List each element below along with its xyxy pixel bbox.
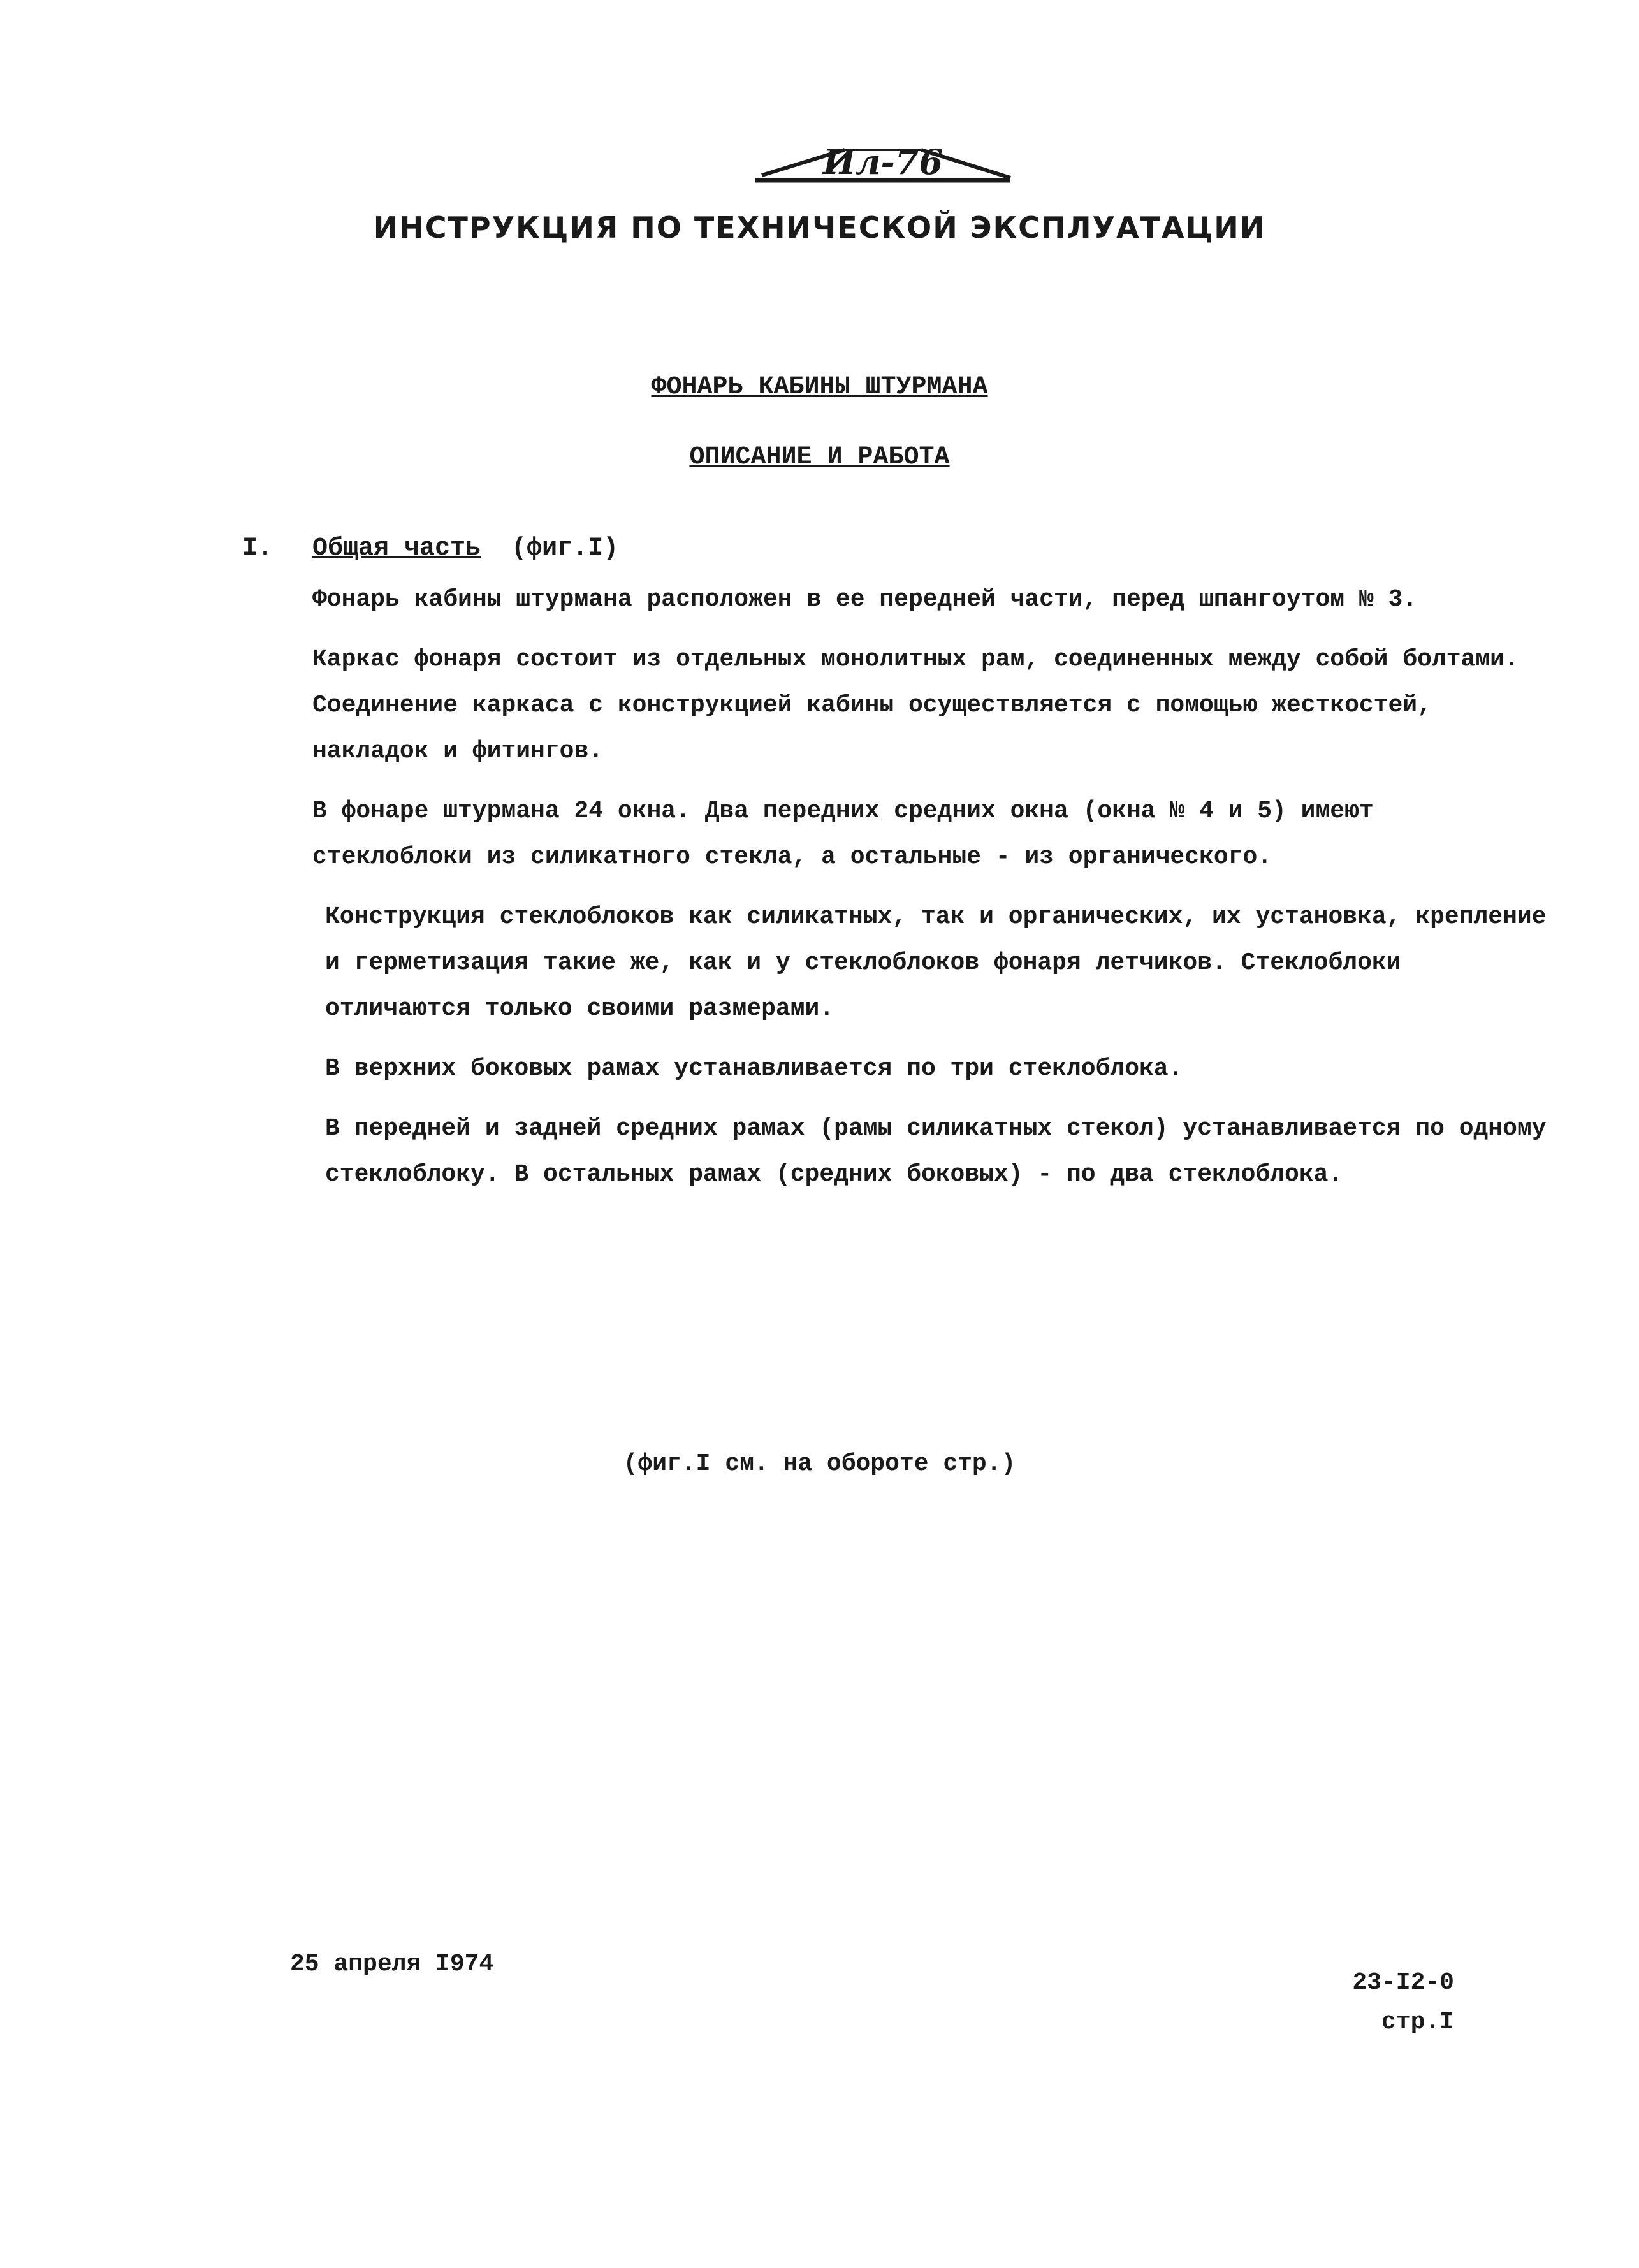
paragraph-glass-construction: Конструкция стеклоблоков как силикатных, так и органических, их установка, крепление и герметизация такие же, как и у стеклоблоков фонаря летчиков. Стеклоблоки отличаются только своими размерами. [325, 903, 1547, 1022]
aircraft-logo [749, 131, 1017, 188]
section-title-description: ОПИСАНИЕ И РАБОТА [689, 443, 950, 472]
il76-logo-icon [749, 131, 1017, 188]
footer-page-info [1352, 1963, 1454, 2042]
figure-note: (фиг.I см. на обороте стр.) [623, 1450, 1016, 1478]
figure-reference: (фиг.I) [511, 534, 619, 563]
section-number: I. [242, 534, 273, 563]
main-content [242, 534, 1547, 1212]
logo-text: Ил-76 [822, 142, 943, 182]
section-heading-text: Общая часть [312, 534, 481, 563]
document-code: 23-I2-0 [1352, 1969, 1454, 1996]
paragraph-windows: В фонаре штурмана 24 окна. Два передних средних окна (окна № 4 и 5) имеют стеклоблоки из силикатного стекла, а остальные - из органического. [312, 797, 1374, 871]
section-heading [242, 534, 1543, 563]
footer-date: 25 апреля I974 [290, 1951, 494, 1978]
section-title-canopy: ФОНАРЬ КАБИНЫ ШТУРМАНА [651, 373, 988, 402]
paragraph-middle-frames: В передней и задней средних рамах (рамы силикатных стекол) устанавливается по одному стеклоблоку. В остальных рамах (средних боковых) - по два стеклоблока. [325, 1115, 1547, 1188]
document-title: ИНСТРУКЦИЯ ПО ТЕХНИЧЕСКОЙ ЭКСПЛУАТАЦИИ [373, 210, 1266, 245]
paragraph-frame: Каркас фонаря состоит из отдельных монолитных рам, соединенных между собой болтами. Соединение каркаса с конструкцией кабины осуществляется с помощью жесткостей, накладок и фитингов. [312, 646, 1519, 765]
paragraph-location: Фонарь кабины штурмана расположен в ее передней части, перед шпангоутом № 3. [312, 586, 1418, 613]
paragraph-upper-frames: В верхних боковых рамах устанавливается по три стеклоблока. [325, 1055, 1183, 1082]
page-number: стр.I [1381, 2009, 1454, 2036]
